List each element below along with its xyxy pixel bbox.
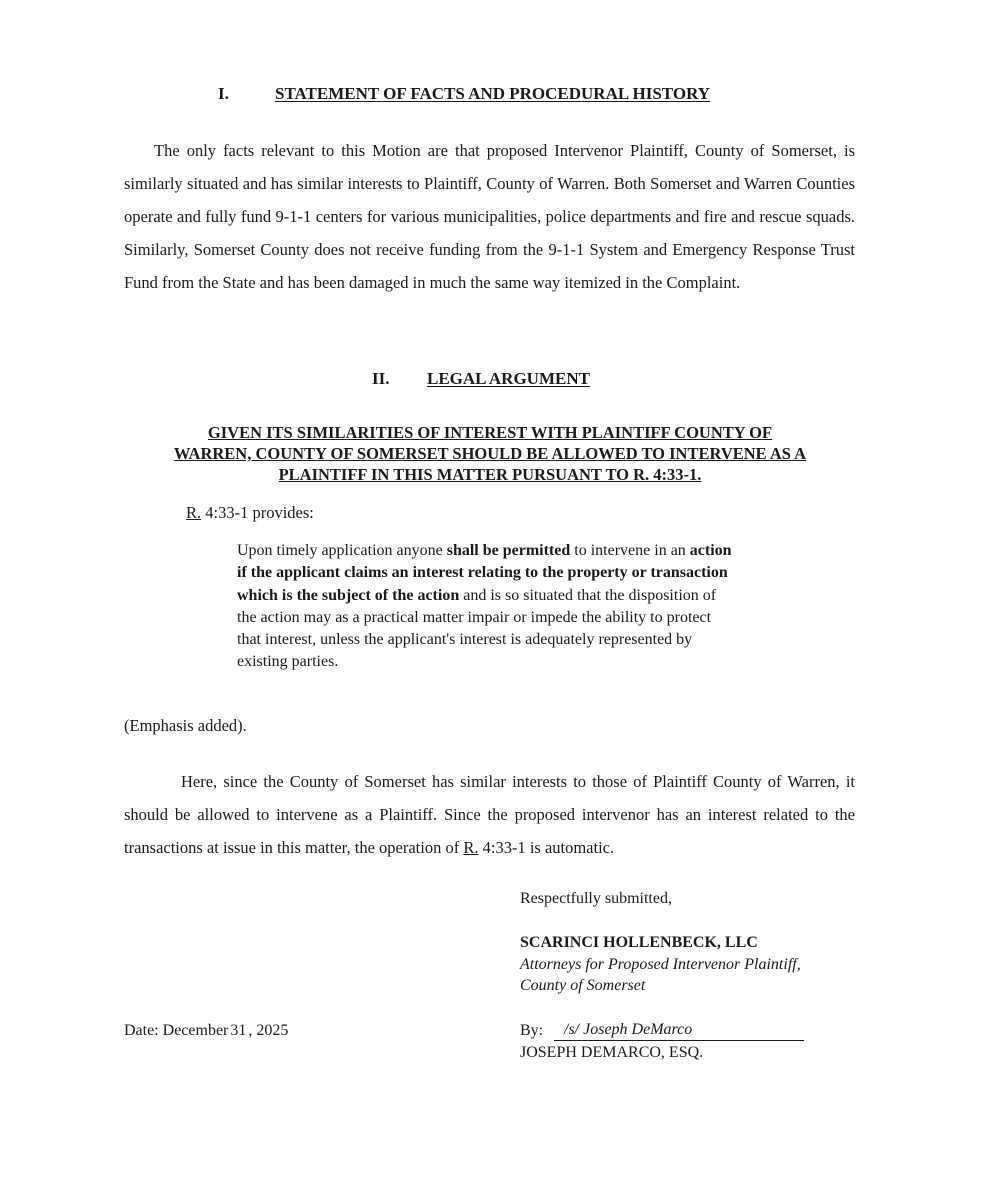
point-heading (110, 422, 870, 485)
date-day: 31 (230, 1022, 247, 1039)
section-2-title: LEGAL ARGUMENT (427, 369, 590, 388)
emphasis-note: (Emphasis added). (124, 716, 247, 735)
section-1-title: STATEMENT OF FACTS AND PROCEDURAL HISTORY (275, 84, 711, 103)
point-heading-line-3: PLAINTIFF IN THIS MATTER PURSUANT TO R. 4:33-1. (278, 465, 702, 484)
quote-text-2: to intervene in an (570, 542, 690, 559)
quote-emphasis-2: action if the applicant claims an interest relating to the property or transaction which is the subject of the action (237, 542, 732, 604)
closing-line: Respectfully submitted, (520, 890, 672, 907)
signature-by-label: By: (520, 1022, 544, 1039)
electronic-signature: /s/ Joseph DeMarco (564, 1021, 693, 1038)
section-2-numeral-wrap (372, 369, 389, 389)
attorney-role-line-1: Attorneys for Proposed Intervenor Plaintiff, (520, 956, 801, 973)
rule-intro (186, 502, 314, 524)
rule-intro-rest: 4:33-1 provides: (201, 503, 314, 522)
firm-name: SCARINCI HOLLENBECK, LLC (520, 934, 758, 951)
section-2-title-wrap (427, 369, 590, 389)
point-heading-line-1: GIVEN ITS SIMILARITIES OF INTEREST WITH PLAINTIFF COUNTY OF (207, 423, 773, 442)
quote-text-3: and is so situated that the disposition of the action may as a practical matter impair or impede the ability to protect that interest, unless the applicant's interest is adequately represented by existing parties. (237, 586, 717, 671)
date-line (124, 1020, 288, 1042)
rule-block-quote (237, 540, 737, 674)
quote-text-1: Upon timely application anyone (237, 542, 447, 559)
quote-emphasis-1: shall be permitted (446, 542, 571, 559)
section-2-numeral: II. (372, 369, 390, 388)
conclusion-rule-ref: R. (463, 838, 479, 857)
attorney-role-line-2: County of Somerset (520, 977, 646, 994)
conclusion-text-2: 4:33-1 is automatic. (478, 838, 615, 857)
date-label: Date: December (124, 1022, 229, 1039)
attorney-name: JOSEPH DEMARCO, ESQ. (520, 1044, 704, 1061)
conclusion-paragraph (124, 765, 855, 864)
statement-of-facts-paragraph: The only facts relevant to this Motion are that proposed Intervenor Plaintiff, County of Somerset, is similarly situated and has similar interests to Plaintiff, County of Warren. Both Somerset and Warren Counties operate and fully fund 9-1-1 centers for various municipalities, police departments and fire and rescue squads. Similarly, Somerset County does not receive funding from the 9-1-1 System and Emergency Response Trust Fund from the State and has been damaged in much the same way itemized in the Complaint. (124, 141, 855, 292)
section-1-title-wrap (275, 84, 710, 104)
rule-intro-ref: R. (186, 503, 202, 522)
conclusion-text-1: Here, since the County of Somerset has similar interests to those of Plaintiff County of Warren, it should be allowed to intervene as a Plaintiff. Since the proposed intervenor has an interest related to the transactions at issue in this matter, the operation of (124, 772, 855, 857)
section-1-numeral: I. (218, 84, 229, 103)
date-year: , 2025 (248, 1022, 289, 1039)
section-1-heading (218, 84, 229, 104)
point-heading-line-2: WARREN, COUNTY OF SOMERSET SHOULD BE ALLOWED TO INTERVENE AS A (173, 444, 807, 463)
